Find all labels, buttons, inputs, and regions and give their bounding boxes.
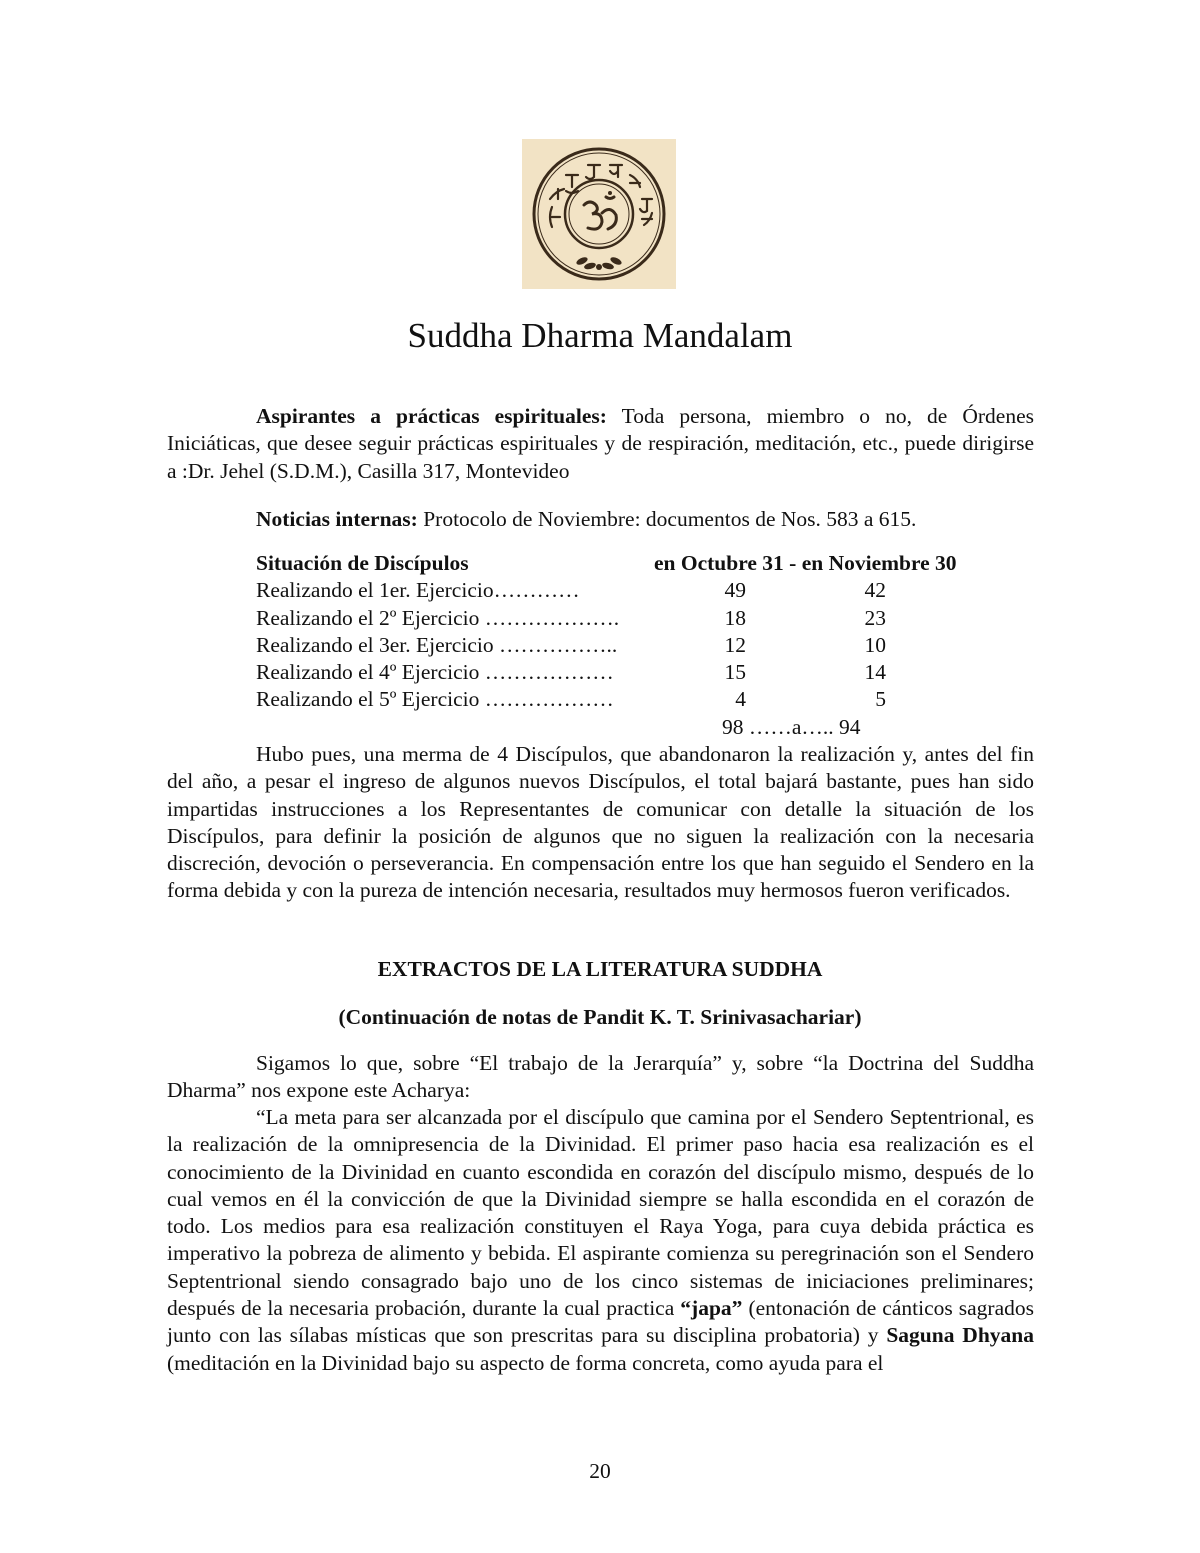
page-title: Suddha Dharma Mandalam xyxy=(407,316,793,355)
japa-term: “japa” xyxy=(680,1296,743,1321)
noticias-heading: Noticias internas: xyxy=(256,507,418,531)
row-november-value: 14 xyxy=(864,660,886,685)
row-october-value: 12 xyxy=(724,632,746,657)
aspirantes-paragraph xyxy=(167,403,1034,485)
row-label: Realizando el 4º Ejercicio ……………… xyxy=(256,660,614,685)
table-row xyxy=(256,632,1016,659)
aspirantes-heading: Aspirantes a prácticas espirituales: xyxy=(256,404,607,428)
table-row xyxy=(256,686,1016,713)
situacion-heading: Situación de Discípulos xyxy=(256,551,469,575)
situacion-table xyxy=(256,550,1016,741)
table-row xyxy=(256,577,1016,604)
aspirantes-text: Toda persona, miembro o no, de Órdenes Iniciáticas, que desee seguir prácticas espirituales y de respiración, meditación, etc., puede dirigirse a :Dr. Jehel (S.D.M.), Casilla 317, Montevideo xyxy=(167,404,1035,483)
row-october-value: 49 xyxy=(724,578,746,603)
quote-part1: “La meta para ser alcanzada por el discípulo que camina por el Sendero Septentrional, es la realización de la omnipresencia de la Divinidad. El primer paso hacia esa realización es el conocimiento de la Divinidad en cuanto escondida en corazón del discípulo mismo, después de lo cual vemos en él la convicción de que la Divinidad siempre se halla escondida en el corazón de todo. Los medios para esa realización constituyen el Raya Yoga, para cuya debida práctica es imperativo la pobreza de alimento y bebida. El aspirante comienza su peregrinación son el Sendero Septentrional siendo consagrado bajo uno de los cinco sistemas de iniciaciones preliminares; después de la necesaria probación, durante la cual practica xyxy=(167,1105,1034,1321)
row-november-value: 42 xyxy=(864,578,886,603)
row-label: Realizando el 2º Ejercicio ………………. xyxy=(256,605,620,630)
section-subtitle: (Continuación de notas de Pandit K. T. Srinivasachariar) xyxy=(338,1005,862,1029)
situacion-total: 98 ……a….. 94 xyxy=(722,714,861,739)
noticias-text: Protocolo de Noviembre: documentos de Nos. 583 a 615. xyxy=(417,507,917,531)
row-label: Realizando el 1er. Ejercicio………… xyxy=(256,578,580,603)
noticias-paragraph xyxy=(167,506,1034,533)
row-october-value: 18 xyxy=(724,605,746,630)
row-label: Realizando el 3er. Ejercicio …………….. xyxy=(256,632,618,657)
row-november-value: 10 xyxy=(864,632,886,657)
row-november-value: 5 xyxy=(875,687,886,712)
quote-part3: (meditación en la Divinidad bajo su aspecto de forma concreta, como ayuda para el xyxy=(167,1350,884,1375)
quote-part2: (entonación de cánticos sagrados junto con las sílabas místicas que son prescritas para su disciplina probatoria) y xyxy=(167,1296,1034,1348)
row-label: Realizando el 5º Ejercicio ……………… xyxy=(256,687,614,712)
page-number: 20 xyxy=(589,1459,611,1483)
om-seal-icon xyxy=(522,139,676,289)
quote-paragraph xyxy=(167,1104,1034,1377)
saguna-dhyana-term: Saguna Dhyana xyxy=(886,1323,1034,1348)
row-october-value: 15 xyxy=(724,660,746,685)
situacion-header-row xyxy=(256,550,1016,577)
situacion-columns-heading: en Octubre 31 - en Noviembre 30 xyxy=(654,551,957,575)
table-row xyxy=(256,605,1016,632)
sigamos-paragraph: Sigamos lo que, sobre “El trabajo de la Jerarquía” y, sobre “la Doctrina del Suddha Dharma” nos expone este Acharya: xyxy=(167,1051,1034,1103)
row-october-value: 4 xyxy=(735,687,746,712)
row-november-value: 23 xyxy=(864,605,886,630)
section-title: EXTRACTOS DE LA LITERATURA SUDDHA xyxy=(377,957,823,981)
merma-paragraph: Hubo pues, una merma de 4 Discípulos, que abandonaron la realización y, antes del fin del año, a pesar el ingreso de algunos nuevos Discípulos, el total bajará bastante, pues han sido impartidas instrucciones a los Representantes de comunicar con detalle la situación de los Discípulos, para definir la posición de algunos que no siguen la realización con la necesaria discreción, devoción o perseverancia. En compensación entre los que han seguido el Sendero en la forma debida y con la pureza de intención necesaria, resultados muy hermosos fueron verificados. xyxy=(167,742,1034,903)
table-row xyxy=(256,659,1016,686)
total-row xyxy=(256,714,1016,741)
